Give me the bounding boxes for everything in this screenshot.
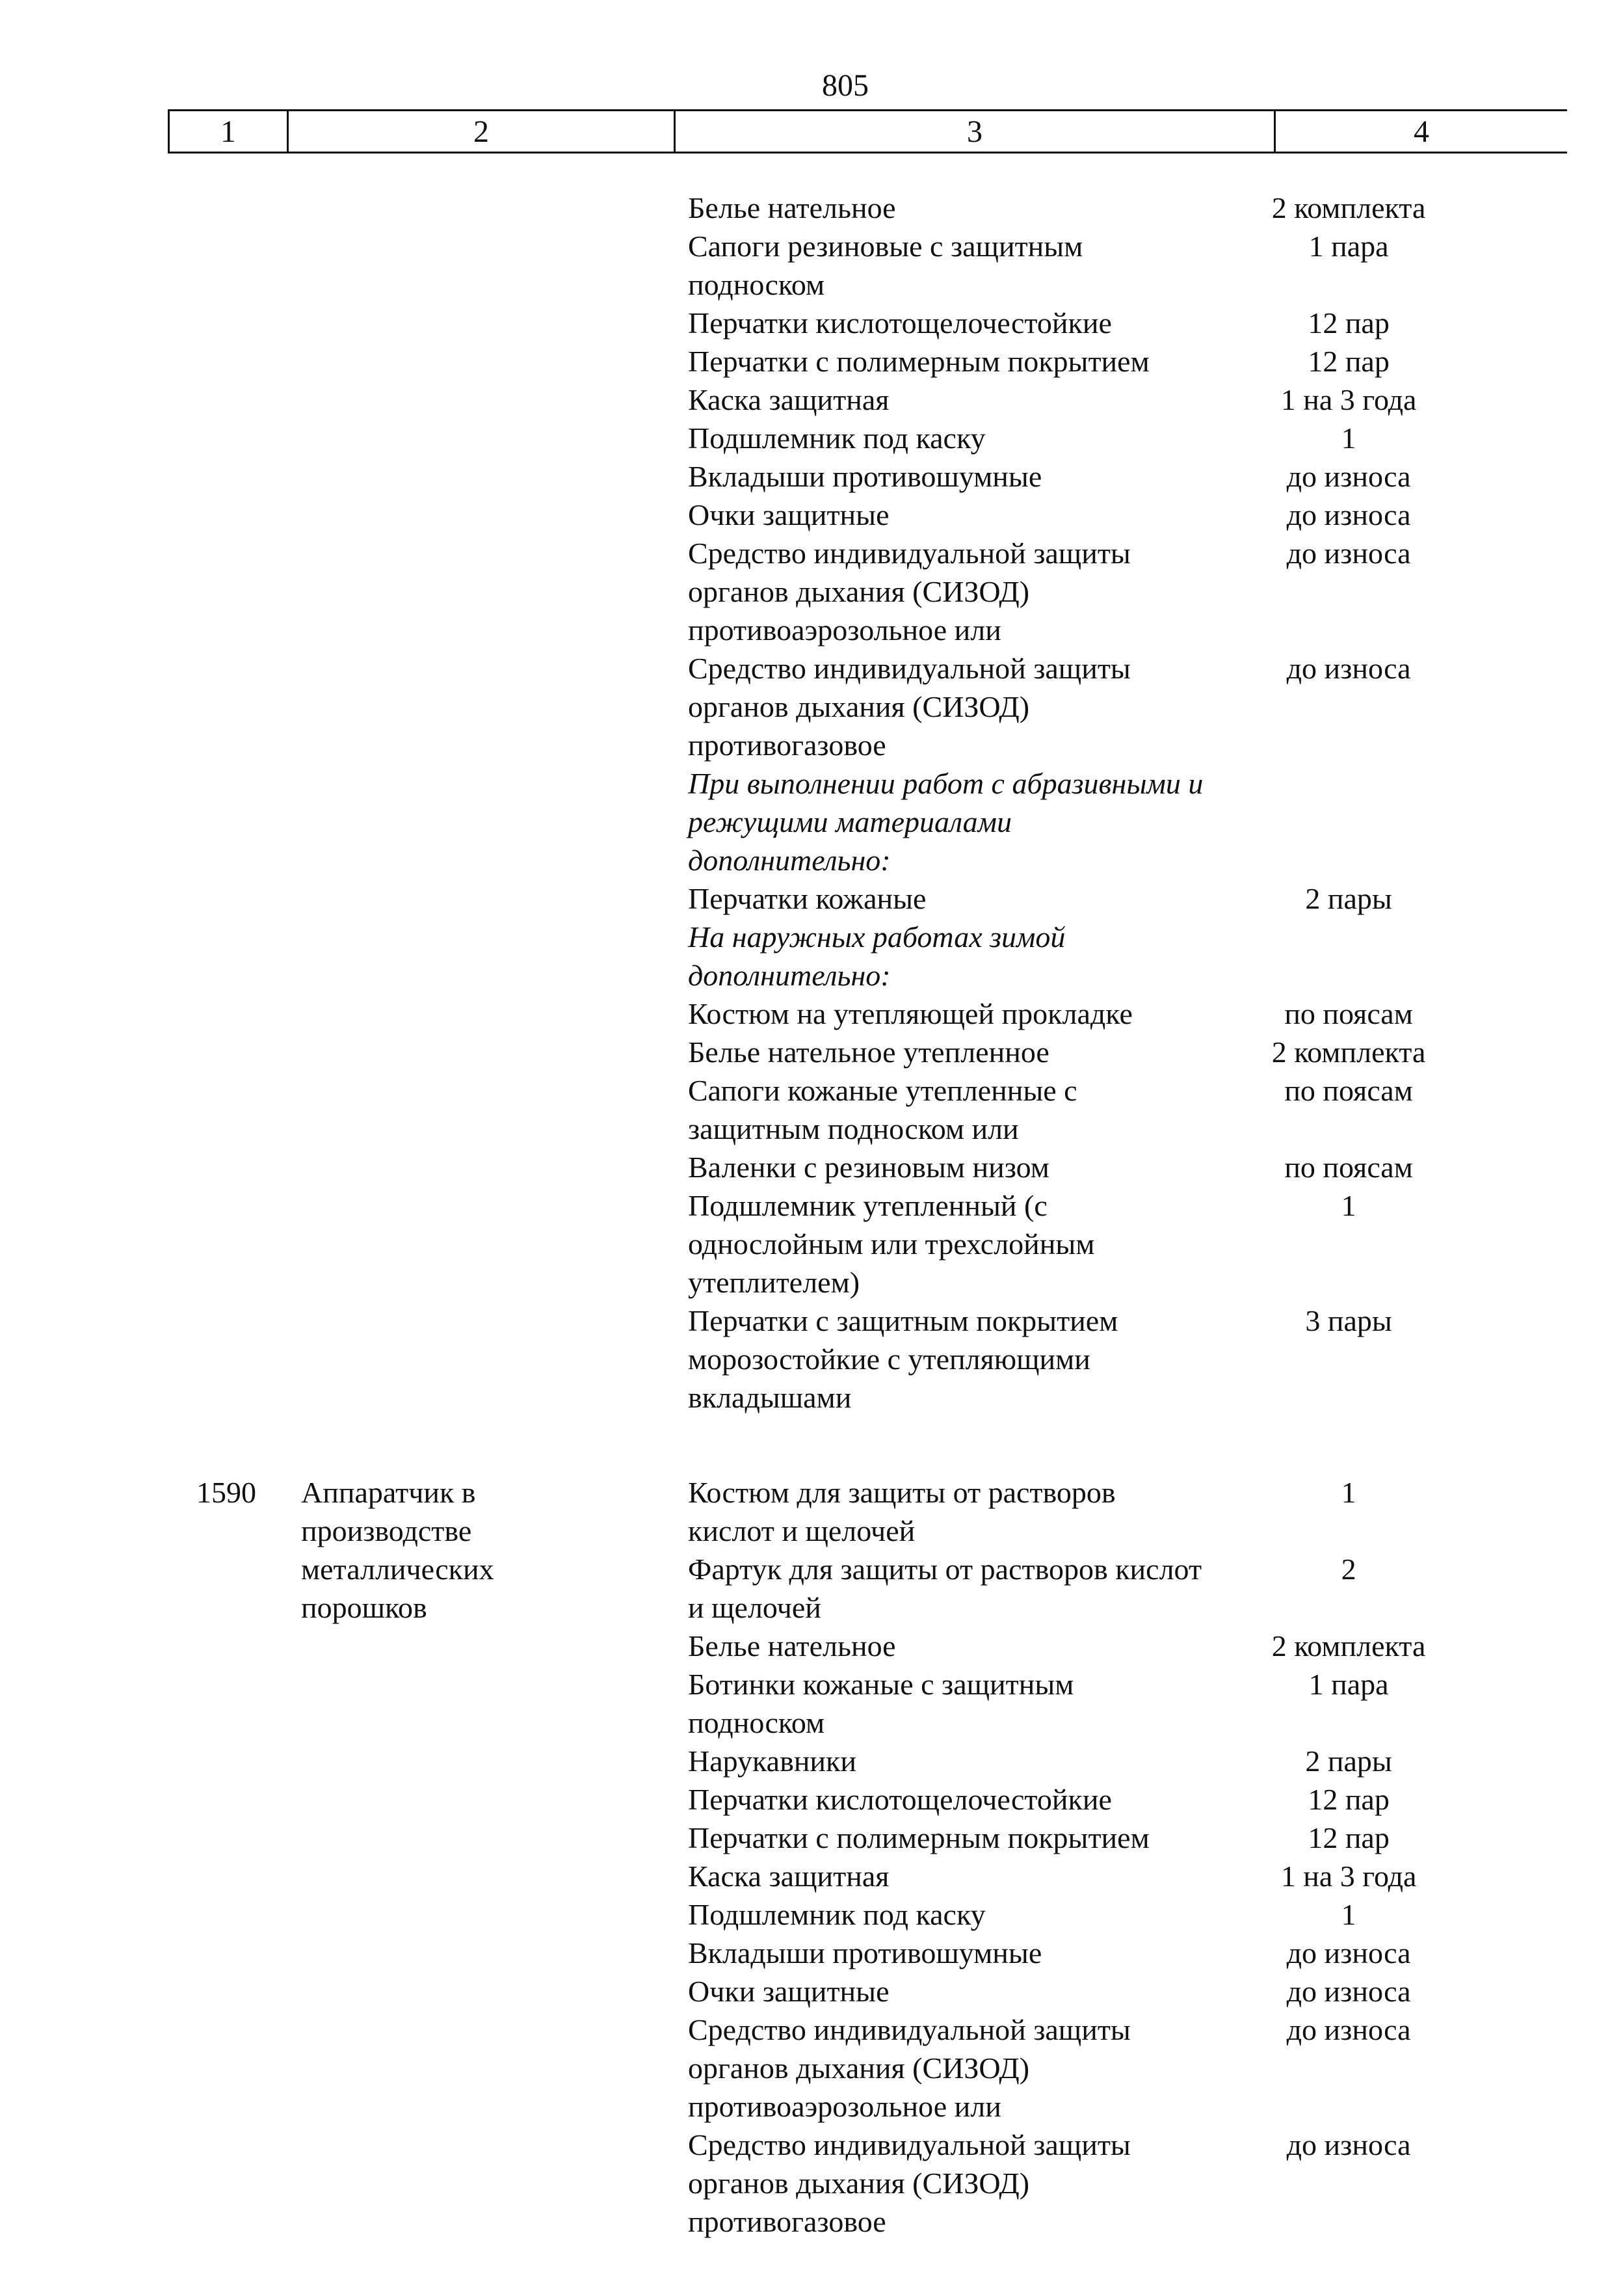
note-text [688,764,1268,879]
ppe-item-quantity: по поясам [1284,1151,1413,1184]
ppe-item-quantity: 2 пары [1305,1744,1392,1778]
text-line: Фартук для защиты от растворов кислот [688,1553,1202,1586]
ppe-item-quantity [1268,918,1429,994]
occupation-line: порошков [301,1591,427,1624]
text-line: Перчатки кожаные [688,882,927,915]
column-header-3: 3 [675,111,1275,153]
ppe-item-name [688,1742,1268,1780]
text-line: Подшлемник под каску [688,1898,986,1931]
text-line: дополнительно: [688,959,891,992]
ppe-item-quantity: до износа [1286,652,1411,685]
ppe-item-row [688,994,1429,1033]
text-line: Очки защитные [688,1975,890,2008]
text-line: Белье нательное утепленное [688,1035,1049,1069]
ppe-item-row [688,1186,1429,1302]
ppe-item-quantity: 2 [1341,1553,1356,1586]
ppe-item-row [688,1819,1429,1857]
ppe-item-quantity: 1 [1341,1898,1356,1931]
ppe-item-row [688,1148,1429,1186]
note-row [688,918,1429,994]
text-line: противоаэрозольное или [688,2090,1001,2123]
column-header-table [168,109,1567,154]
ppe-item-row [688,1627,1429,1665]
ppe-item-quantity: до износа [1286,1975,1411,2008]
text-line: Средство индивидуальной защиты [688,652,1131,685]
text-line: дополнительно: [688,844,891,877]
text-line: Вкладыши противошумные [688,460,1042,493]
text-line: Перчатки с защитным покрытием [688,1304,1118,1337]
ppe-item-name [688,534,1268,649]
text-line: Сапоги резиновые с защитным [688,230,1083,263]
note-row [688,764,1429,879]
ppe-item-row [688,2126,1429,2241]
ppe-item-row [688,1071,1429,1148]
column-header-2: 2 [288,111,675,153]
text-line: На наружных работах зимой [688,920,1066,954]
ppe-item-name [688,1302,1268,1417]
text-line: Перчатки кислотощелочестойкие [688,1783,1112,1816]
occupation-name [301,1473,665,1627]
ppe-item-quantity: 1 пара [1308,1668,1389,1701]
text-line: Средство индивидуальной защиты [688,2128,1131,2161]
ppe-item-name [688,1780,1268,1819]
ppe-item-quantity: до износа [1286,537,1411,570]
ppe-item-quantity: по поясам [1284,1074,1413,1107]
ppe-item-row [688,189,1429,227]
ppe-item-name [688,1934,1268,1972]
ppe-item-row [688,1934,1429,1972]
text-line: Подшлемник под каску [688,421,986,455]
text-line: органов дыхания (СИЗОД) [688,575,1030,608]
ppe-item-quantity: 1 [1341,421,1356,455]
ppe-item-name [688,304,1268,342]
text-line: и щелочей [688,1591,821,1624]
column-header-1: 1 [169,111,288,153]
ppe-item-row [688,1972,1429,2010]
page-number: 805 [822,68,869,103]
ppe-item-quantity: до износа [1286,498,1411,531]
text-line: Подшлемник утепленный (с [688,1189,1048,1222]
ppe-item-row [688,419,1429,457]
ppe-item-quantity: 1 [1341,1476,1356,1509]
ppe-item-row [688,457,1429,496]
text-line: При выполнении работ с абразивными и [688,767,1204,800]
ppe-item-row [688,1742,1429,1780]
text-line: Вкладыши противошумные [688,1936,1042,1969]
occupation-line: металлических [301,1553,494,1586]
ppe-item-row [688,1033,1429,1071]
ppe-item-name [688,1071,1268,1148]
ppe-item-name [688,419,1268,457]
ppe-item-name [688,994,1268,1033]
text-line: защитным подноском или [688,1112,1019,1145]
ppe-item-quantity: 1 пара [1308,230,1389,263]
ppe-item-row [688,227,1429,304]
ppe-item-quantity: 2 комплекта [1271,1629,1426,1662]
text-line: Нарукавники [688,1744,857,1778]
text-line: однослойным или трехслойным [688,1227,1095,1261]
ppe-item-row [688,342,1429,380]
ppe-item-name [688,496,1268,534]
occupation-line: Аппаратчик в [301,1476,476,1509]
ppe-item-quantity: 1 на 3 года [1280,1860,1417,1893]
ppe-item-quantity: 12 пар [1308,1821,1390,1854]
ppe-item-row [688,1857,1429,1895]
ppe-item-name [688,1895,1268,1934]
text-line: Перчатки кислотощелочестойкие [688,306,1112,340]
text-line: Ботинки кожаные с защитным [688,1668,1074,1701]
ppe-item-name [688,1665,1268,1742]
ppe-item-name [688,1627,1268,1665]
column-header-4: 4 [1275,111,1568,153]
text-line: утеплителем) [688,1266,860,1299]
text-line: Каска защитная [688,383,890,416]
ppe-item-quantity [1268,764,1429,879]
text-line: Каска защитная [688,1860,890,1893]
note-text [688,918,1268,994]
ppe-item-quantity: до износа [1286,460,1411,493]
text-line: Средство индивидуальной защиты [688,2013,1131,2046]
ppe-item-quantity: 2 комплекта [1271,1035,1426,1069]
ppe-item-name [688,380,1268,419]
ppe-item-row [688,1550,1429,1627]
ppe-item-row [688,1302,1429,1417]
text-line: органов дыхания (СИЗОД) [688,2051,1030,2085]
occupation-line: производстве [301,1514,472,1547]
ppe-item-name [688,649,1268,764]
text-line: Белье нательное [688,1629,896,1662]
text-line: противогазовое [688,728,886,762]
ppe-item-name [688,227,1268,304]
ppe-item-name [688,2126,1268,2241]
text-line: вкладышами [688,1381,852,1414]
ppe-item-quantity: 12 пар [1308,1783,1390,1816]
ppe-item-name [688,1186,1268,1302]
ppe-item-name [688,1972,1268,2010]
ppe-item-quantity: 12 пар [1308,345,1390,378]
ppe-item-name [688,1550,1268,1627]
ppe-item-quantity: 3 пары [1305,1304,1392,1337]
ppe-item-name [688,1819,1268,1857]
ppe-item-name [688,342,1268,380]
text-line: Перчатки с полимерным покрытием [688,345,1150,378]
ppe-item-row [688,2010,1429,2126]
ppe-item-name [688,1857,1268,1895]
text-line: подноском [688,1706,825,1739]
text-line: противоаэрозольное или [688,613,1001,647]
item-number: 1590 [196,1476,256,1509]
ppe-item-quantity: по поясам [1284,997,1413,1030]
ppe-item-quantity: 1 на 3 года [1280,383,1417,416]
text-line: Очки защитные [688,498,890,531]
text-line: подноском [688,268,825,301]
text-line: Сапоги кожаные утепленные с [688,1074,1077,1107]
ppe-item-row [688,1895,1429,1934]
ppe-item-name [688,1473,1268,1550]
ppe-item-row [688,1665,1429,1742]
text-line: кислот и щелочей [688,1514,916,1547]
ppe-item-row [688,534,1429,649]
item-list [688,1473,1429,2241]
text-line: режущими материалами [688,805,1012,838]
text-line: Костюм на утепляющей прокладке [688,997,1133,1030]
ppe-item-quantity: 1 [1341,1189,1356,1222]
text-line: Белье нательное [688,191,896,224]
text-line: Валенки с резиновым низом [688,1151,1049,1184]
ppe-item-quantity: 12 пар [1308,306,1390,340]
text-line: противогазовое [688,2205,886,2238]
ppe-item-name [688,1033,1268,1071]
ppe-item-row [688,879,1429,918]
text-line: органов дыхания (СИЗОД) [688,2167,1030,2200]
ppe-item-row [688,649,1429,764]
text-line: Перчатки с полимерным покрытием [688,1821,1150,1854]
ppe-item-quantity: до износа [1286,1936,1411,1969]
ppe-item-row [688,1780,1429,1819]
ppe-item-quantity: 2 пары [1305,882,1392,915]
text-line: морозостойкие с утепляющими [688,1342,1090,1376]
ppe-item-quantity: до износа [1286,2013,1411,2046]
ppe-item-row [688,496,1429,534]
ppe-item-name [688,879,1268,918]
ppe-item-name [688,2010,1268,2126]
item-list [688,189,1429,1417]
ppe-item-name [688,189,1268,227]
text-line: Средство индивидуальной защиты [688,537,1131,570]
ppe-item-name [688,457,1268,496]
ppe-item-row [688,304,1429,342]
ppe-item-quantity: до износа [1286,2128,1411,2161]
text-line: Костюм для защиты от растворов [688,1476,1116,1509]
ppe-item-name [688,1148,1268,1186]
text-line: органов дыхания (СИЗОД) [688,690,1030,723]
ppe-item-row [688,1473,1429,1550]
ppe-item-quantity: 2 комплекта [1271,191,1426,224]
ppe-item-row [688,380,1429,419]
